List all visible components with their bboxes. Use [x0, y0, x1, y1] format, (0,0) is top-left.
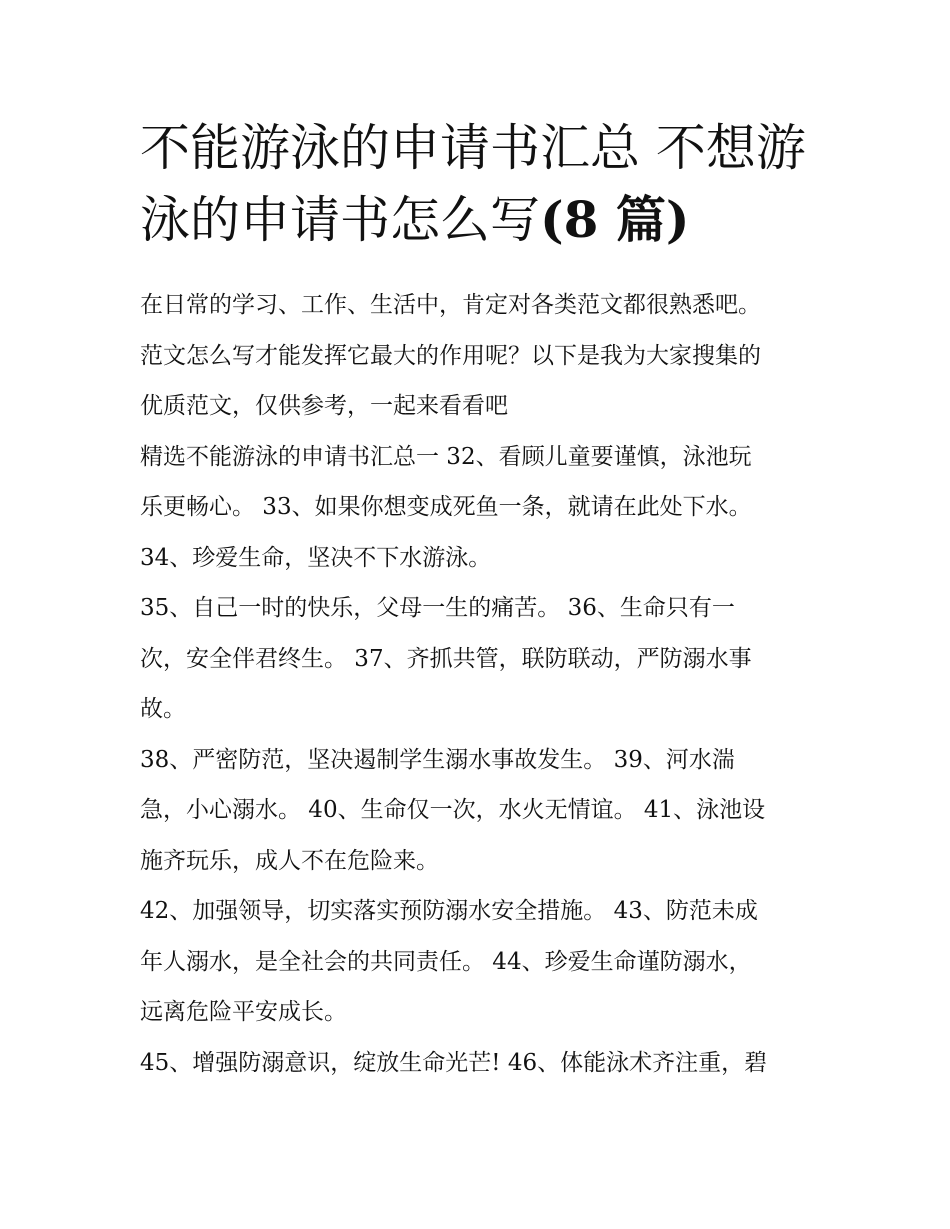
document-body	[140, 280, 830, 1088]
text-line: 42、加强领导，切实落实预防溺水安全措施。 43、防范未成	[140, 898, 758, 924]
text-line: 施齐玩乐，成人不在危险来。	[140, 847, 439, 874]
intro-paragraph	[140, 280, 830, 432]
slogan-paragraph	[140, 583, 830, 735]
title-line	[140, 184, 830, 256]
text-line: 35、自己一时的快乐，父母一生的痛苦。 36、生命只有一	[140, 595, 735, 621]
text-line: 优质范文，仅供参考，一起来看看吧	[140, 393, 508, 419]
title-line-text: 泳的申请书怎么写	[140, 191, 540, 249]
title-count: (8 篇)	[540, 190, 690, 249]
text-line: 38、严密防范，坚决遏制学生溺水事故发生。 39、河水湍	[140, 746, 735, 773]
text-line: 34、珍爱生命，坚决不下水游泳。	[140, 544, 492, 571]
text-line: 远离危险平安成长。	[140, 999, 347, 1025]
text-line: 年人溺水，是全社会的共同责任。 44、珍爱生命谨防溺水，	[140, 948, 752, 975]
text-line: 急，小心溺水。 40、生命仅一次，水火无情谊。 41、泳池设	[140, 797, 766, 823]
title-line: 不能游泳的申请书汇总 不想游	[140, 119, 806, 177]
text-line: 故。	[140, 696, 186, 722]
text-line: 乐更畅心。 33、如果你想变成死鱼一条，就请在此处下水。	[140, 494, 752, 520]
slogan-paragraph	[140, 735, 830, 887]
text-line: 次，安全伴君终生。 37、齐抓共管，联防联动，严防溺水事	[140, 645, 752, 672]
slogan-paragraph	[140, 432, 830, 584]
document-title	[140, 112, 830, 256]
text-line: 范文怎么写才能发挥它最大的作用呢？以下是我为大家搜集的	[140, 342, 761, 369]
slogan-paragraph	[140, 886, 830, 1038]
text-line: 45、增强防溺意识，绽放生命光芒! 46、体能泳术齐注重，碧	[140, 1049, 768, 1076]
text-line: 在日常的学习、工作、生活中，肯定对各类范文都很熟悉吧。	[140, 292, 761, 318]
slogan-paragraph	[140, 1038, 830, 1089]
text-line: 精选不能游泳的申请书汇总一 32、看顾儿童要谨慎，泳池玩	[140, 443, 752, 470]
